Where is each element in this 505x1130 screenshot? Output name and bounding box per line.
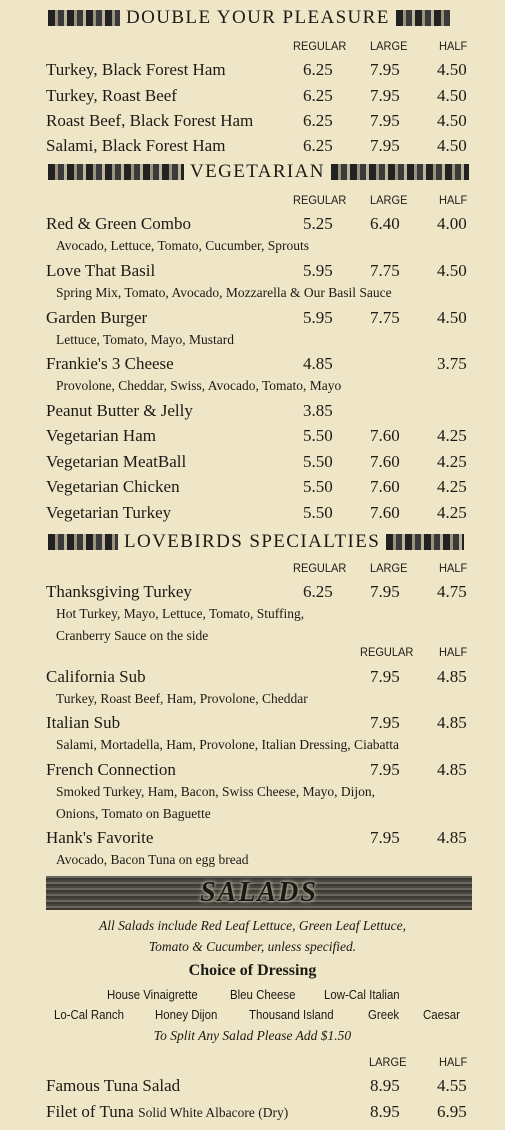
item-name (46, 1102, 288, 1122)
col-header-large: LARGE (370, 193, 408, 207)
section-banner-double (48, 6, 472, 30)
price-half: 4.75 (437, 582, 467, 601)
col-header-half: HALF (439, 1055, 468, 1069)
price-large: 7.60 (370, 477, 400, 496)
price-large: 7.60 (370, 503, 400, 522)
checker-pattern (48, 10, 120, 26)
dressing-heading: Choice of Dressing (188, 962, 317, 979)
price-half: 4.50 (437, 86, 467, 105)
col-header-half: HALF (439, 39, 468, 53)
item-name-text: Filet of Tuna (46, 1102, 134, 1121)
col-header-large: LARGE (370, 39, 408, 53)
section-title: LOVEBIRDS SPECIALTIES (124, 531, 381, 552)
item-description: Turkey, Roast Beef, Ham, Provolone, Cheddar (56, 691, 308, 706)
price-half: 4.85 (437, 713, 467, 732)
price-regular: 7.95 (370, 760, 400, 779)
price-regular: 6.25 (303, 136, 333, 155)
col-header-regular: REGULAR (293, 39, 347, 53)
price-large: 7.75 (370, 261, 400, 280)
price-half: 4.85 (437, 760, 467, 779)
item-name: Frankie's 3 Cheese (46, 354, 174, 373)
price-regular: 6.25 (303, 582, 333, 601)
price-regular: 7.95 (370, 667, 400, 686)
item-description: Cranberry Sauce on the side (56, 628, 209, 643)
section-title: DOUBLE YOUR PLEASURE (126, 7, 390, 28)
price-large: 7.60 (370, 426, 400, 445)
price-half: 3.75 (437, 354, 467, 373)
section-title: VEGETARIAN (190, 161, 325, 182)
checker-pattern (48, 164, 184, 180)
col-header-regular: REGULAR (293, 561, 347, 575)
col-header-regular: REGULAR (293, 193, 347, 207)
item-name: French Connection (46, 760, 176, 779)
col-header-half: HALF (439, 645, 468, 659)
price-large: 8.95 (370, 1102, 400, 1121)
price-half: 4.25 (437, 426, 467, 445)
price-regular: 3.85 (303, 401, 333, 420)
dressing-option: Greek (368, 1007, 400, 1022)
item-description: Lettuce, Tomato, Mayo, Mustard (56, 332, 235, 347)
price-regular: 4.85 (303, 354, 333, 373)
price-half: 4.25 (437, 503, 467, 522)
col-header-half: HALF (439, 561, 468, 575)
section-banner-vegetarian (48, 160, 472, 184)
price-half: 6.95 (437, 1102, 467, 1121)
price-regular: 6.25 (303, 86, 333, 105)
price-half: 4.50 (437, 111, 467, 130)
split-note: To Split Any Salad Please Add $1.50 (153, 1028, 352, 1043)
item-description: Onions, Tomato on Baguette (56, 806, 211, 821)
col-header-regular: REGULAR (360, 645, 414, 659)
item-name: Vegetarian Turkey (46, 503, 172, 522)
dressing-option: Thousand Island (249, 1007, 334, 1022)
dressing-option: Caesar (423, 1007, 460, 1022)
section-banner-salads (46, 876, 472, 910)
item-name: Vegetarian Ham (46, 426, 156, 445)
price-large: 7.95 (370, 582, 400, 601)
item-name: Turkey, Black Forest Ham (46, 60, 226, 79)
price-half: 4.00 (437, 214, 467, 233)
price-half: 4.85 (437, 667, 467, 686)
item-description: Hot Turkey, Mayo, Lettuce, Tomato, Stuffing, (56, 606, 305, 621)
price-large: 6.40 (370, 214, 400, 233)
section-title: SALADS (200, 877, 318, 908)
price-large: 7.95 (370, 60, 400, 79)
price-regular: 6.25 (303, 60, 333, 79)
item-name: Roast Beef, Black Forest Ham (46, 111, 254, 130)
item-description: Spring Mix, Tomato, Avocado, Mozzarella & Our Basil Sauce (56, 285, 392, 300)
item-name: Love That Basil (46, 261, 156, 280)
price-regular: 5.25 (303, 214, 333, 233)
price-half: 4.50 (437, 261, 467, 280)
price-half: 4.50 (437, 308, 467, 327)
checker-pattern (386, 534, 464, 550)
col-header-large: LARGE (370, 561, 408, 575)
item-name: California Sub (46, 667, 146, 686)
item-inline-description: Solid White Albacore (Dry) (138, 1105, 289, 1120)
item-name: Italian Sub (46, 713, 121, 732)
item-name: Vegetarian MeatBall (46, 452, 187, 471)
item-name: Vegetarian Chicken (46, 477, 180, 496)
salad-note: All Salads include Red Leaf Lettuce, Green Leaf Lettuce, (99, 918, 406, 933)
price-large: 7.60 (370, 452, 400, 471)
col-header-half: HALF (439, 193, 468, 207)
price-large: 7.95 (370, 111, 400, 130)
price-large: 7.75 (370, 308, 400, 327)
checker-pattern (396, 10, 450, 26)
checker-pattern (331, 164, 469, 180)
price-half: 4.25 (437, 477, 467, 496)
price-regular: 5.50 (303, 503, 333, 522)
item-description: Smoked Turkey, Ham, Bacon, Swiss Cheese, Mayo, Dijon, (56, 784, 375, 799)
item-name: Thanksgiving Turkey (46, 582, 192, 601)
price-regular: 7.95 (370, 828, 400, 847)
price-regular: 5.50 (303, 477, 333, 496)
item-description: Avocado, Lettuce, Tomato, Cucumber, Sprouts (56, 238, 309, 253)
dressing-option: Bleu Cheese (230, 987, 296, 1002)
price-half: 4.50 (437, 136, 467, 155)
price-half: 4.50 (437, 60, 467, 79)
price-half: 4.85 (437, 828, 467, 847)
item-name: Salami, Black Forest Ham (46, 136, 226, 155)
dressing-option: House Vinaigrette (107, 987, 198, 1002)
salad-note: Tomato & Cucumber, unless specified. (148, 939, 357, 954)
item-name: Garden Burger (46, 308, 148, 327)
checker-pattern (48, 534, 118, 550)
price-regular: 5.50 (303, 452, 333, 471)
price-large: 7.95 (370, 136, 400, 155)
price-regular: 5.50 (303, 426, 333, 445)
section-banner-lovebirds (48, 530, 472, 554)
price-large: 8.95 (370, 1076, 400, 1095)
dressing-option: Honey Dijon (155, 1007, 218, 1022)
price-regular: 6.25 (303, 111, 333, 130)
item-name: Turkey, Roast Beef (46, 86, 177, 105)
item-name: Peanut Butter & Jelly (46, 401, 193, 420)
price-large: 7.95 (370, 86, 400, 105)
price-regular: 7.95 (370, 713, 400, 732)
price-regular: 5.95 (303, 261, 333, 280)
item-name: Hank's Favorite (46, 828, 154, 847)
dressing-option: Low-Cal Italian (324, 987, 400, 1002)
col-header-large: LARGE (369, 1055, 407, 1069)
price-half: 4.25 (437, 452, 467, 471)
item-description: Provolone, Cheddar, Swiss, Avocado, Tomato, Mayo (56, 378, 342, 393)
dressing-option: Lo-Cal Ranch (54, 1007, 124, 1022)
item-description: Avocado, Bacon Tuna on egg bread (56, 852, 249, 867)
price-regular: 5.95 (303, 308, 333, 327)
price-half: 4.55 (437, 1076, 467, 1095)
item-description: Salami, Mortadella, Ham, Provolone, Italian Dressing, Ciabatta (56, 737, 400, 752)
item-name: Famous Tuna Salad (46, 1076, 181, 1095)
item-name: Red & Green Combo (46, 214, 191, 233)
